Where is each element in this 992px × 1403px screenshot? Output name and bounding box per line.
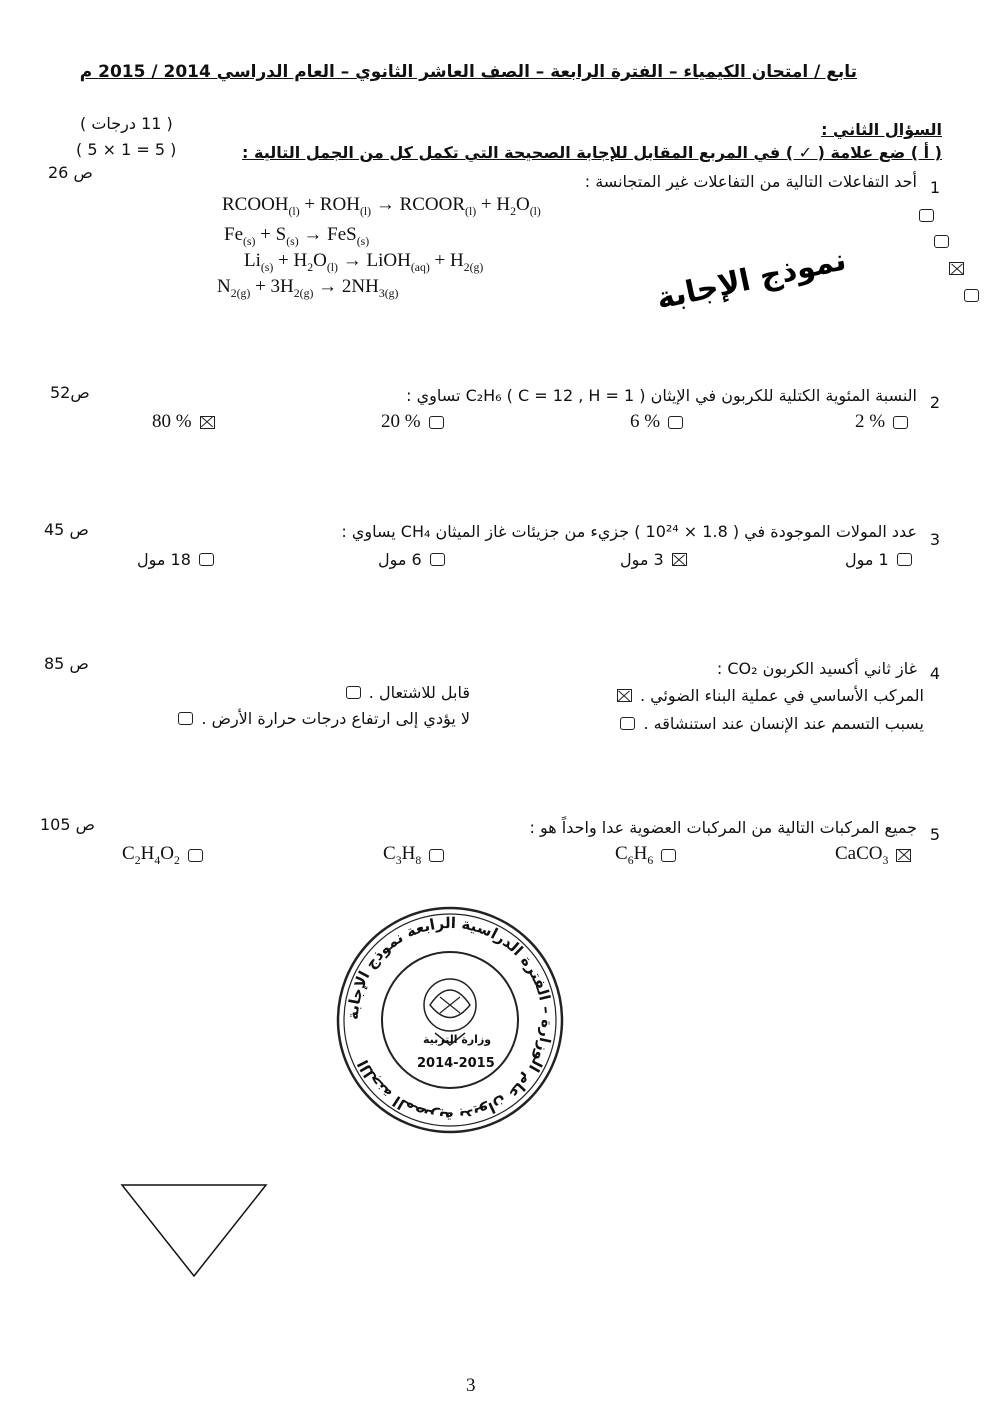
item-3-option-1[interactable] xyxy=(137,550,214,569)
item-3-option-3[interactable] xyxy=(620,550,687,569)
item-3-option-2-checkbox[interactable] xyxy=(430,553,445,566)
item-4-option-3[interactable] xyxy=(620,714,924,733)
item-2-text: النسبة المئوية الكتلية للكربون في الإيثان C₂H₆ ( C = 12 , H = 1 ) تساوي : xyxy=(406,386,917,405)
item-1-option-2-label: $Fe_{(s)} + S_{(s)} \to FeS_{(s)}$ xyxy=(224,224,370,248)
item-3-page-ref: ص 45 xyxy=(44,520,89,539)
item-5-option-1[interactable] xyxy=(122,843,203,868)
item-1-number: 1 xyxy=(929,178,940,197)
item-2-option-4-label: 2 % xyxy=(855,411,886,432)
item-4-option-3-label: يسبب التسمم عند الإنسان عند استنشاقه . xyxy=(643,714,924,733)
part-a-instruction: ( أ ) ضع علامة ( ✓ ) في المربع المقابل للإجابة الصحيحة التي تكمل كل من الجمل التالية : xyxy=(242,143,942,162)
item-5-page-ref: ص 105 xyxy=(40,815,95,834)
item-4-text: غاز ثاني أكسيد الكربون CO₂ : xyxy=(716,659,917,678)
item-1-option-4-checkbox[interactable] xyxy=(964,289,979,302)
item-5-option-1-label: $C_2H_4O_2$ xyxy=(122,843,180,867)
item-2-option-2-label: 20 % xyxy=(381,411,421,432)
stamp-inner-text: وزارة التربية xyxy=(423,1033,492,1046)
item-1-option-1-label: $RCOOH_{(l)} + ROH_{(l)}$ → $RCOOR_{(l)} + H_2O_{(l)}$ xyxy=(222,194,541,218)
item-2-option-1-label: 80 % xyxy=(152,411,192,432)
item-5-option-4[interactable] xyxy=(835,843,911,868)
item-1-option-3-label: $Li_{(s)} + H_2O_{(l)}$ → LiOH$_{(aq)}$ + $H_{2(g)}$ xyxy=(244,250,484,274)
item-3-option-3-checkbox[interactable] xyxy=(672,553,687,566)
item-3-option-2-label: 6 مول xyxy=(378,550,422,569)
item-4-option-3-checkbox[interactable] xyxy=(620,717,635,730)
item-5-text: جميع المركبات التالية من المركبات العضوية عدا واحداً هو : xyxy=(529,818,917,837)
item-1-text: أحد التفاعلات التالية من التفاعلات غير المتجانسة : xyxy=(584,172,917,191)
item-4-option-2-label: قابل للاشتعال . xyxy=(368,683,470,702)
item-5-option-3[interactable] xyxy=(615,843,676,868)
item-5-option-4-checkbox[interactable] xyxy=(896,849,911,862)
item-5-option-3-checkbox[interactable] xyxy=(661,849,676,862)
item-5-option-2-label: $C_3H_8$ xyxy=(383,843,422,867)
item-4-option-2-checkbox[interactable] xyxy=(346,686,361,699)
item-3-number: 3 xyxy=(929,530,940,549)
item-2-option-3-label: 6 % xyxy=(630,411,661,432)
item-1-option-2-checkbox[interactable] xyxy=(934,235,949,248)
item-2-option-1[interactable] xyxy=(152,411,215,433)
item-2-option-4-checkbox[interactable] xyxy=(893,416,908,429)
stamp-years: 2014-2015 xyxy=(417,1056,495,1071)
item-5-number: 5 xyxy=(929,825,940,844)
item-2-option-3-checkbox[interactable] xyxy=(668,416,683,429)
item-1-option-4-label: $N_{2(g)} + 3H_{2(g)} \to 2NH_{3(g)}$ xyxy=(217,276,399,300)
item-1-page-ref: ص 26 xyxy=(48,163,93,182)
item-4-page-ref: ص 85 xyxy=(44,654,89,673)
item-3-option-4-label: 1 مول xyxy=(845,550,889,569)
item-4-option-2[interactable] xyxy=(346,683,470,702)
item-5-option-3-label: $C_6H_6$ xyxy=(615,843,654,867)
item-3-option-3-label: 3 مول xyxy=(620,550,664,569)
stamp-seal-graphic xyxy=(335,905,565,1135)
item-5-option-1-checkbox[interactable] xyxy=(188,849,203,862)
question-marks: ( 11 درجات ) xyxy=(80,114,173,133)
item-1-option-1-checkbox[interactable] xyxy=(919,209,934,222)
item-2-option-2[interactable] xyxy=(381,411,444,433)
item-2-option-3[interactable] xyxy=(630,411,683,433)
item-4-option-1[interactable] xyxy=(617,686,924,705)
item-3-option-1-checkbox[interactable] xyxy=(199,553,214,566)
item-4-option-1-label: المركب الأساسي في عملية البناء الضوئي . xyxy=(639,686,924,705)
item-4-option-4-checkbox[interactable] xyxy=(178,712,193,725)
item-3-option-4[interactable] xyxy=(845,550,912,569)
question-title: السؤال الثاني : xyxy=(821,120,942,139)
triangle-mark xyxy=(120,1183,270,1283)
item-5-option-4-label: CaCO$_3$ xyxy=(835,843,889,867)
exam-header: تابع / امتحان الكيمياء – الفترة الرابعة – الصف العاشر الثانوي – العام الدراسي 2014 / 2015 م xyxy=(79,62,857,82)
item-3-option-4-checkbox[interactable] xyxy=(897,553,912,566)
item-4-number: 4 xyxy=(929,664,940,683)
item-5-option-2[interactable] xyxy=(383,843,444,868)
item-4-option-4[interactable] xyxy=(178,709,470,728)
item-3-text: عدد المولات الموجودة في ( 1.8 × 10²⁴ ) جزيء من جزيئات غاز الميثان CH₄ يساوي : xyxy=(341,522,917,541)
item-5-option-2-checkbox[interactable] xyxy=(429,849,444,862)
item-3-option-2[interactable] xyxy=(378,550,445,569)
item-2-number: 2 xyxy=(929,393,940,412)
part-a-marks: ( 5 × 1 = 5 ) xyxy=(76,140,177,159)
item-4-option-4-label: لا يؤدي إلى ارتفاع درجات حرارة الأرض . xyxy=(201,709,470,728)
item-2-option-2-checkbox[interactable] xyxy=(429,416,444,429)
answer-key-label: نموذج الإجابة xyxy=(653,242,850,317)
item-2-option-4[interactable] xyxy=(855,411,908,433)
official-stamp xyxy=(335,905,565,1135)
item-2-page-ref: ص52 xyxy=(50,383,90,402)
item-2-option-1-checkbox[interactable] xyxy=(200,416,215,429)
item-3-option-1-label: 18 مول xyxy=(137,550,191,569)
stamp-outer-text: اللجنة المصرية بديوان عام الوزارة – الفترة الدراسية الرابعة نموذج الإجابة xyxy=(343,913,557,1127)
item-1-option-3-checkbox[interactable] xyxy=(949,262,964,275)
item-4-option-1-checkbox[interactable] xyxy=(617,689,632,702)
page-number: 3 xyxy=(466,1375,476,1396)
